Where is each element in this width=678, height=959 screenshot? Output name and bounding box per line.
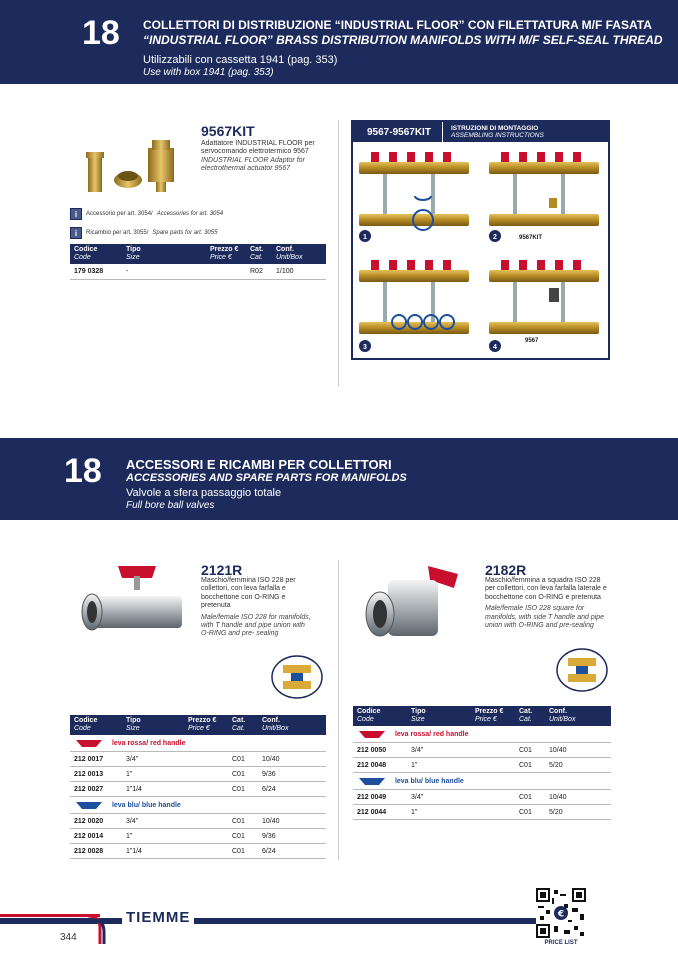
page-number: 344: [60, 932, 77, 943]
section-title-it-2: ACCESSORI E RICAMBI PER COLLETTORI: [126, 457, 392, 472]
red-handle-icon: [74, 738, 104, 748]
product-description-2182r: Maschio/femmina a squadra ISO 228 per collettori, con leva farfalla laterale e bocchettone con O-RING e pretenuta Male/female ISO 228 square for manifolds, with side T handle and pipe union with O-RING and pre-sealing: [485, 577, 607, 630]
section-subtitle-en-2: Full bore ball valves: [126, 500, 215, 511]
product-code-2182r: 2182R: [485, 562, 527, 578]
blue-handle-icon: [74, 800, 104, 810]
instructions-header: [353, 122, 608, 142]
section-header-1: [0, 0, 678, 84]
footer-accent-line: [0, 914, 100, 917]
product-description-2121r: Maschio/femmina ISO 228 per collettori, con leva farfalla e bocchettone con O-RING e pretenuta Male/female ISO 228 for manifolds, with T handle and pipe union with O-RING and pre- sealing: [201, 577, 311, 638]
column-divider-2: [338, 560, 339, 860]
pipe-union-detail-icon-2: [556, 648, 608, 692]
red-handle-icon: [357, 729, 387, 739]
svg-text:3: 3: [363, 344, 367, 351]
section-title-en-2: ACCESSORIES AND SPARE PARTS FOR MANIFOLDS: [126, 472, 407, 484]
step-3-badge: [359, 340, 371, 352]
qr-code-icon[interactable]: [536, 888, 586, 938]
step-4-label: 9567: [525, 338, 539, 344]
col-cat: Cat. Cat.: [246, 244, 272, 264]
section-subtitle-it-2: Valvole a sfera passaggio totale: [126, 487, 282, 499]
table-row: 212 0044 1” C01 5/20: [353, 805, 611, 820]
product-description-9567: [201, 140, 321, 174]
column-divider: [338, 120, 339, 386]
pipe-union-detail-icon: [271, 655, 323, 699]
table-row: 212 0013 1” C01 9/36: [70, 767, 326, 782]
product-code-9567kit: 9567KIT: [201, 123, 255, 139]
section-subtitle-it: Utilizzabili con cassetta 1941 (pag. 353): [143, 54, 338, 66]
assembly-instructions-panel: [351, 120, 610, 360]
svg-text:4: 4: [493, 344, 497, 351]
footer-swoosh: [86, 914, 106, 944]
footer-rule: [0, 918, 538, 924]
info-spare-parts: i Ricambio per art. 3055/ Spare parts for art. 3055: [70, 227, 217, 239]
step-3-illustration: [359, 260, 469, 334]
svg-text:€: €: [557, 909, 565, 920]
product-table-2121r: Codice Code Tipo Size Prezzo € Price € Cat. Cat. Conf. Unit/Box leva rossa/ red handle 212 0017 3/4” C01 10/40 212 0013 1” C01 9/36 212 0027 1”1/4 C01 6/24 leva blu/ blue handle 212 0020 3/4” C01 10/40 212 0014 1” C01 9/36 212 0028 1”1/4 C01 6/24: [70, 715, 326, 859]
step-1-badge: [359, 230, 371, 242]
step-1-illustration: [359, 152, 469, 230]
brand-logo-text: TIEMME: [122, 909, 194, 926]
product-table-2182r: Codice Code Tipo Size Prezzo € Price € Cat. Cat. Conf. Unit/Box leva rossa/ red handle 212 0050 3/4” C01 10/40 212 0048 1” C01 5/20 leva blu/ blue handle 212 0049 3/4” C01 10/40 212 0044 1” C01 5/20: [353, 706, 611, 820]
table-row: 212 0049 3/4” C01 10/40: [353, 790, 611, 805]
instructions-code: 9567-9567KIT: [353, 122, 443, 142]
instructions-title: ISTRUZIONI DI MONTAGGIO ASSEMBLING INSTRUCTIONS: [451, 125, 544, 139]
info-accessory: i Accessorio per art. 3054/ Accessories for art. 3054: [70, 208, 223, 220]
section-title-en: “INDUSTRIAL FLOOR” BRASS DISTRIBUTION MANIFOLDS WITH M/F SELF-SEAL THREAD: [143, 33, 663, 47]
table-row: 212 0014 1” C01 9/36: [70, 829, 326, 844]
red-handle-group-label: leva rossa/ red handle: [353, 726, 611, 743]
table-row: 212 0050 3/4” C01 10/40: [353, 743, 611, 758]
section-title-it: COLLETTORI DI DISTRIBUZIONE “INDUSTRIAL FLOOR” CON FILETTATURA M/F FASATA: [143, 18, 652, 32]
info-icon: i: [70, 227, 82, 239]
col-size: Tipo Size: [122, 244, 206, 264]
table-row: 212 0048 1” C01 5/20: [353, 758, 611, 773]
table-row: 212 0028 1”1/4 C01 6/24: [70, 844, 326, 859]
section-subtitle-en: Use with box 1941 (pag. 353): [143, 67, 274, 78]
blue-handle-icon: [357, 776, 387, 786]
red-handle-group-label: leva rossa/ red handle: [70, 735, 326, 752]
step-4-badge: [489, 340, 501, 352]
assembly-diagram: [353, 142, 608, 358]
svg-text:2: 2: [493, 234, 497, 241]
step-4-illustration: [489, 260, 599, 334]
ball-valve-2121r-image: [78, 562, 188, 642]
blue-handle-group-label: leva blu/ blue handle: [353, 773, 611, 790]
section-number: 18: [82, 14, 120, 52]
step-2-badge: [489, 230, 501, 242]
blue-handle-group-label: leva blu/ blue handle: [70, 797, 326, 814]
price-list-label: PRICE LIST: [544, 940, 578, 946]
description-en: INDUSTRIAL FLOOR Adaptor for electrothermal actuator 9567: [201, 156, 305, 173]
table-row: 179 0328 - R02 1/100: [70, 264, 326, 279]
product-table-9567: [70, 244, 326, 280]
col-code: Codice Code: [70, 244, 122, 264]
description-it: Adattatore INDUSTRIAL FLOOR per servocomando elettrotermico 9567: [201, 140, 315, 156]
adaptor-kit-image: [82, 138, 192, 194]
step-2-label: 9567KIT: [519, 235, 543, 241]
angle-ball-valve-2182r-image: [358, 560, 468, 642]
info-icon: i: [70, 208, 82, 220]
col-conf: Conf. Unit/Box: [272, 244, 326, 264]
table-row: 212 0027 1”1/4 C01 6/24: [70, 782, 326, 797]
step-2-illustration: [489, 152, 599, 226]
section-number-2: 18: [64, 452, 102, 490]
svg-text:1: 1: [363, 234, 367, 241]
table-row: 212 0020 3/4” C01 10/40: [70, 814, 326, 829]
table-row: 212 0017 3/4” C01 10/40: [70, 752, 326, 767]
product-code-2121r: 2121R: [201, 562, 243, 578]
col-price: Prezzo € Price €: [206, 244, 246, 264]
